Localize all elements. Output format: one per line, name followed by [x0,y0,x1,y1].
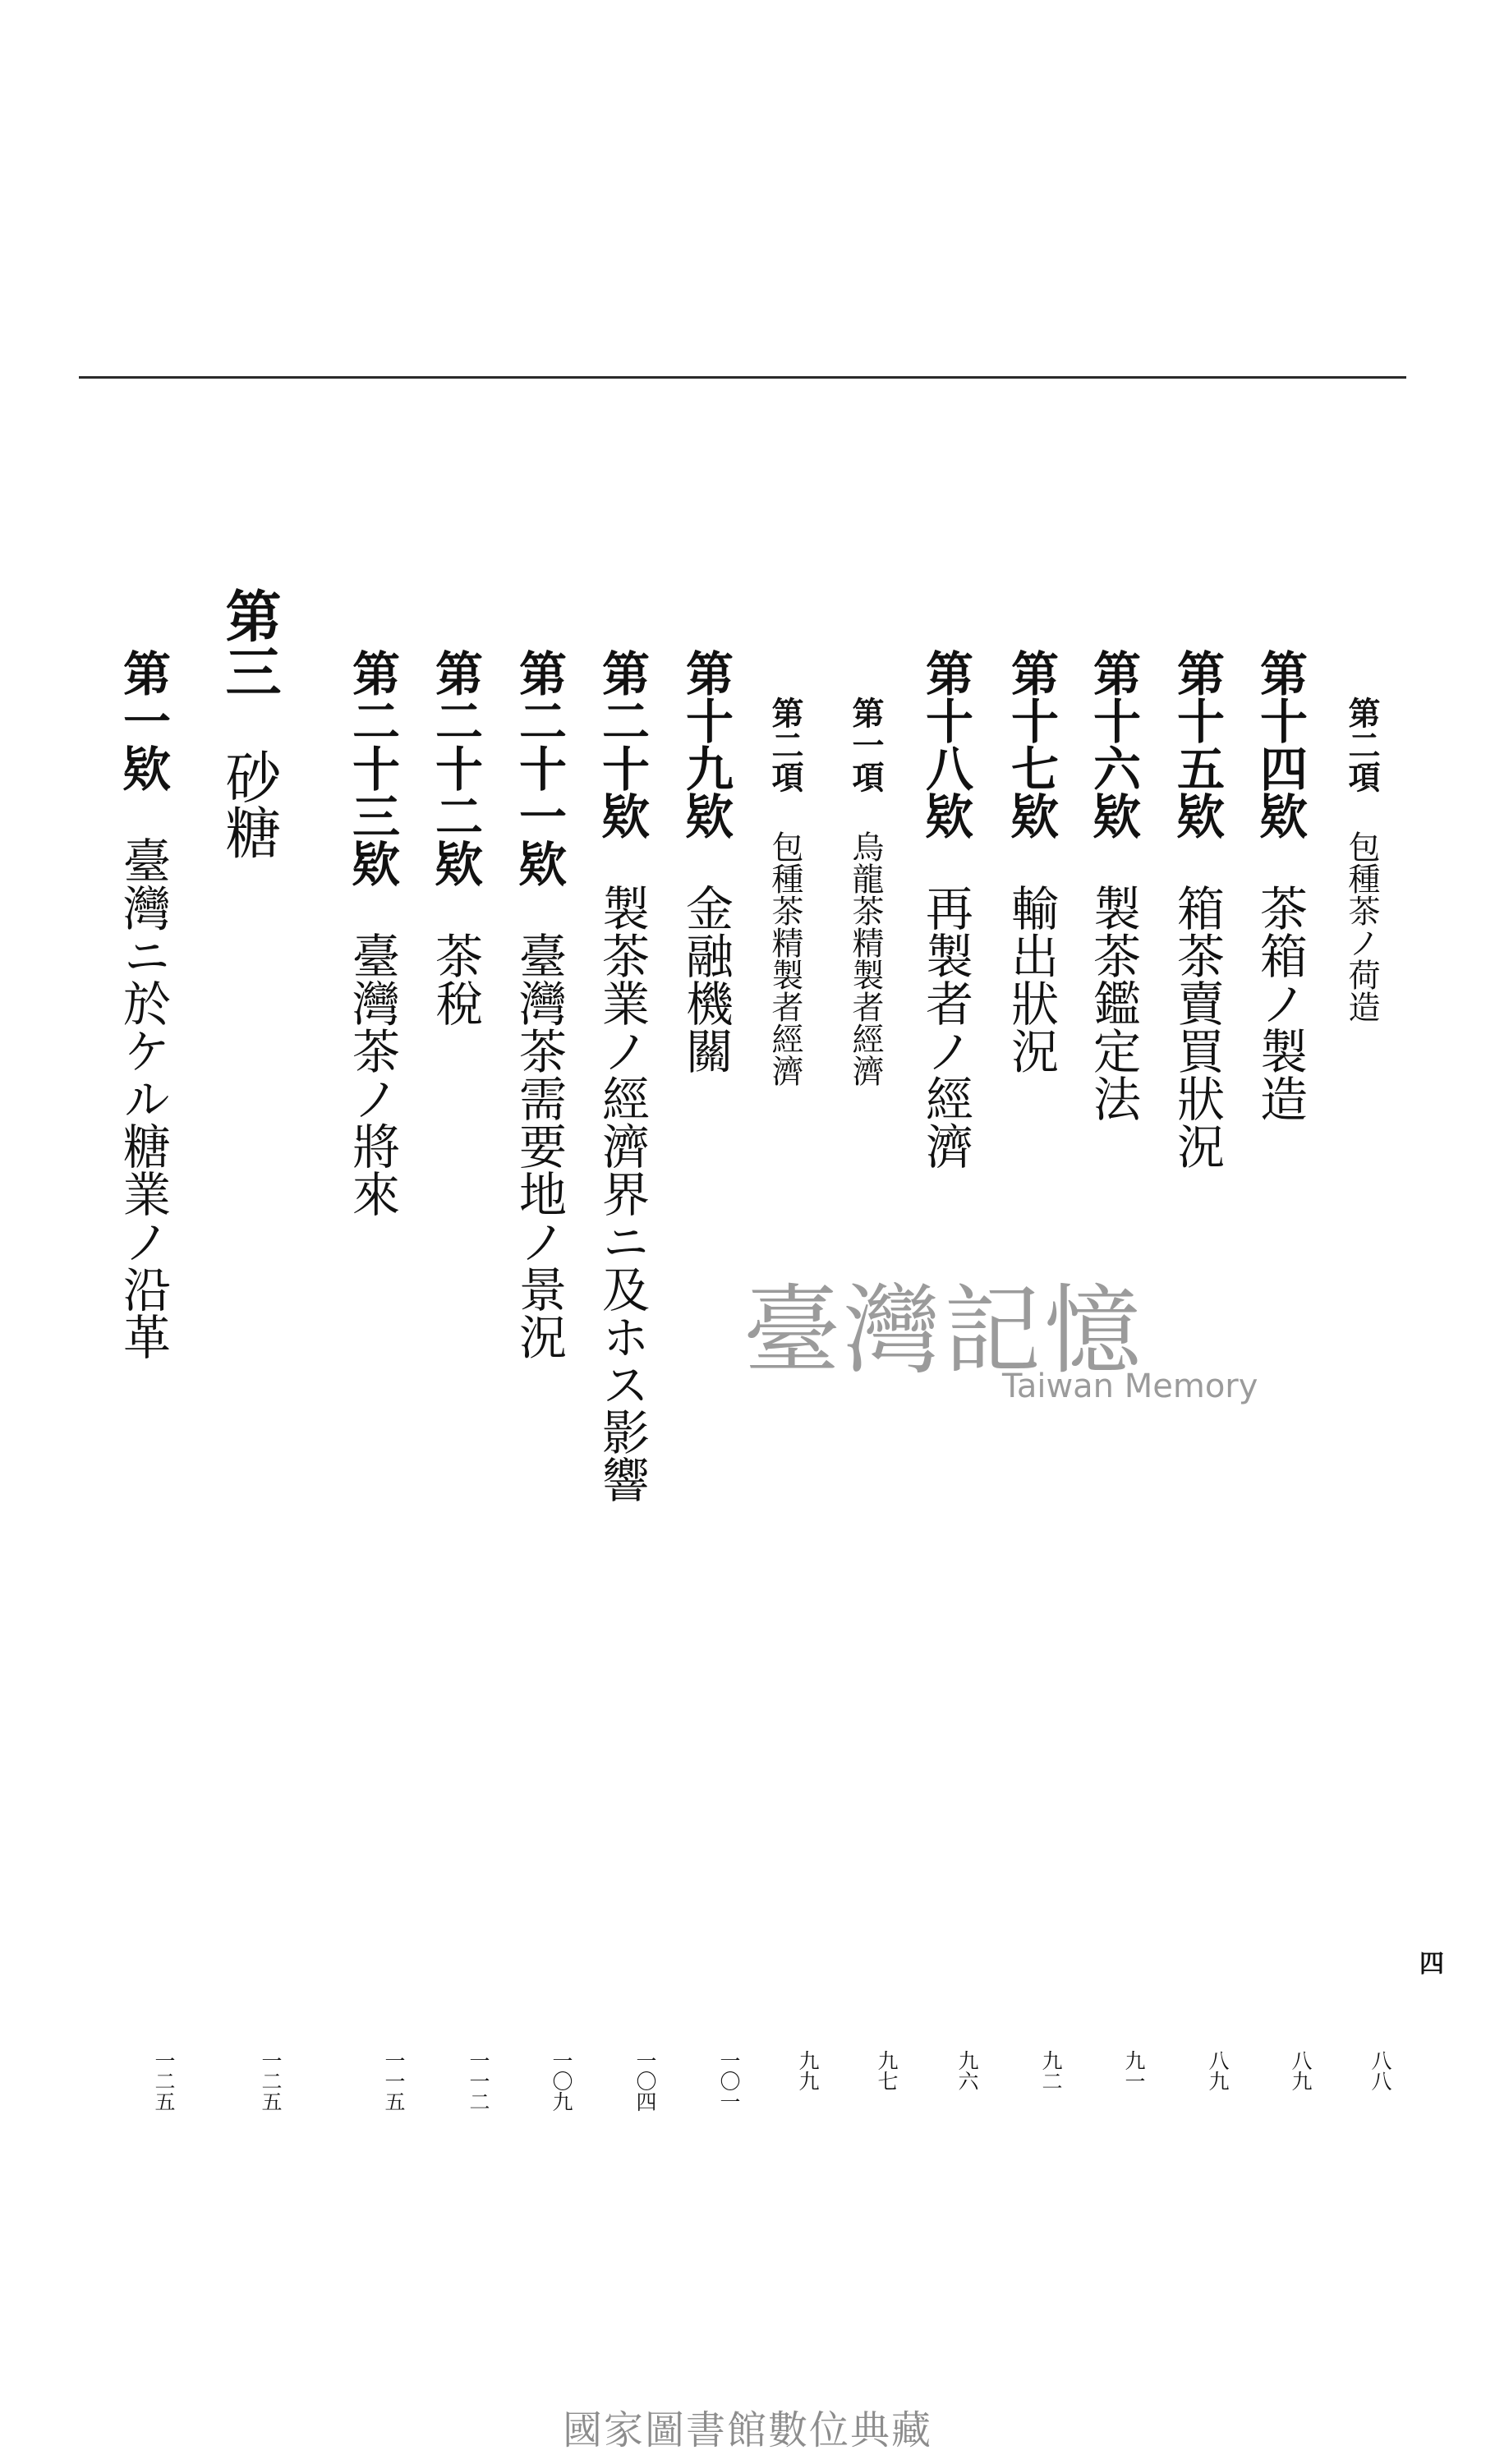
entry-title: 再製者ノ經濟 [918,884,973,1170]
page-number: 一二五 [152,2050,176,2112]
entry-label: 第二十欵 [594,649,650,839]
entry-label: 第十七欵 [1003,649,1059,839]
entry-title: 茶稅 [427,931,483,1027]
page-number: 八八 [1368,2050,1392,2091]
toc-entry [344,649,400,1217]
entry-label: 第二十三欵 [344,649,400,887]
entry-title: 製茶鑑定法 [1085,884,1141,1122]
section-heading [216,587,281,860]
entry-label: 第一項 [847,696,884,793]
watermark-logo: 臺灣記憶 [743,1274,1145,1387]
entry-label: 第十五欵 [1169,649,1225,839]
toc-entry [847,696,884,1087]
entry-title: 臺灣茶需要地ノ景況 [511,931,567,1360]
page-number: 一一五 [382,2050,406,2112]
entry-title: 包種茶ノ荷造 [1343,830,1380,1023]
page-number: 一二五 [259,2050,283,2112]
footer-credit: 國家圖書館數位典藏 [562,2407,932,2453]
entry-title: 製茶業ノ經濟界ニ及ホス影響 [594,884,650,1503]
watermark-logo-text: Taiwan Memory [1002,1368,1258,1405]
toc-entry [511,649,567,1360]
page-number: 一〇一 [717,2050,741,2112]
entry-label: 第二項 [1343,696,1380,793]
page-number: 一〇四 [633,2050,657,2112]
toc-entry [1343,696,1380,1023]
folio-number: 四 [1419,1950,1444,1979]
entry-label: 第十六欵 [1085,649,1141,839]
toc-entry [115,649,171,1360]
entry-label: 第一欵 [115,649,171,792]
page-number: 一〇九 [550,2050,573,2112]
toc-entry [918,649,973,1170]
toc-entry [1003,649,1059,1074]
page-number: 九二 [1039,2050,1063,2091]
entry-title: 烏龍茶精製者經濟 [847,830,884,1087]
entry-label: 第十四欵 [1252,649,1308,839]
page-number: 九九 [796,2050,820,2091]
entry-label: 第十九欵 [678,649,734,839]
entry-title: 箱茶賣買狀況 [1169,884,1225,1170]
section-title: 砂糖 [216,748,281,860]
header-rule [79,376,1406,379]
toc-entry [594,649,650,1503]
entry-label: 第二十二欵 [427,649,483,887]
toc-entry [1085,649,1141,1122]
entry-label: 第二十一欵 [511,649,567,887]
toc-entry [1169,649,1225,1170]
page-number: 九六 [955,2050,979,2091]
entry-title: 臺灣茶ノ將來 [344,931,400,1217]
toc-entry [678,649,734,1074]
entry-title: 包種茶精製者經濟 [766,830,803,1087]
page-number: 九一 [1122,2050,1146,2091]
entry-label: 第十八欵 [918,649,973,839]
entry-title: 金融機關 [678,884,734,1074]
page-number: 八九 [1289,2050,1313,2091]
page-number: 八九 [1206,2050,1230,2091]
toc-entry [1252,649,1308,1122]
toc-entry [427,649,483,1027]
entry-title: 茶箱ノ製造 [1252,884,1308,1122]
page-number: 一一二 [467,2050,490,2112]
entry-title: 臺灣ニ於ケル糖業ノ沿革 [115,836,171,1360]
page-number: 九七 [875,2050,899,2091]
entry-title: 輸出狀況 [1003,884,1059,1074]
section-label: 第三 [216,587,281,699]
toc-entry [766,696,803,1087]
entry-label: 第二項 [766,696,803,793]
